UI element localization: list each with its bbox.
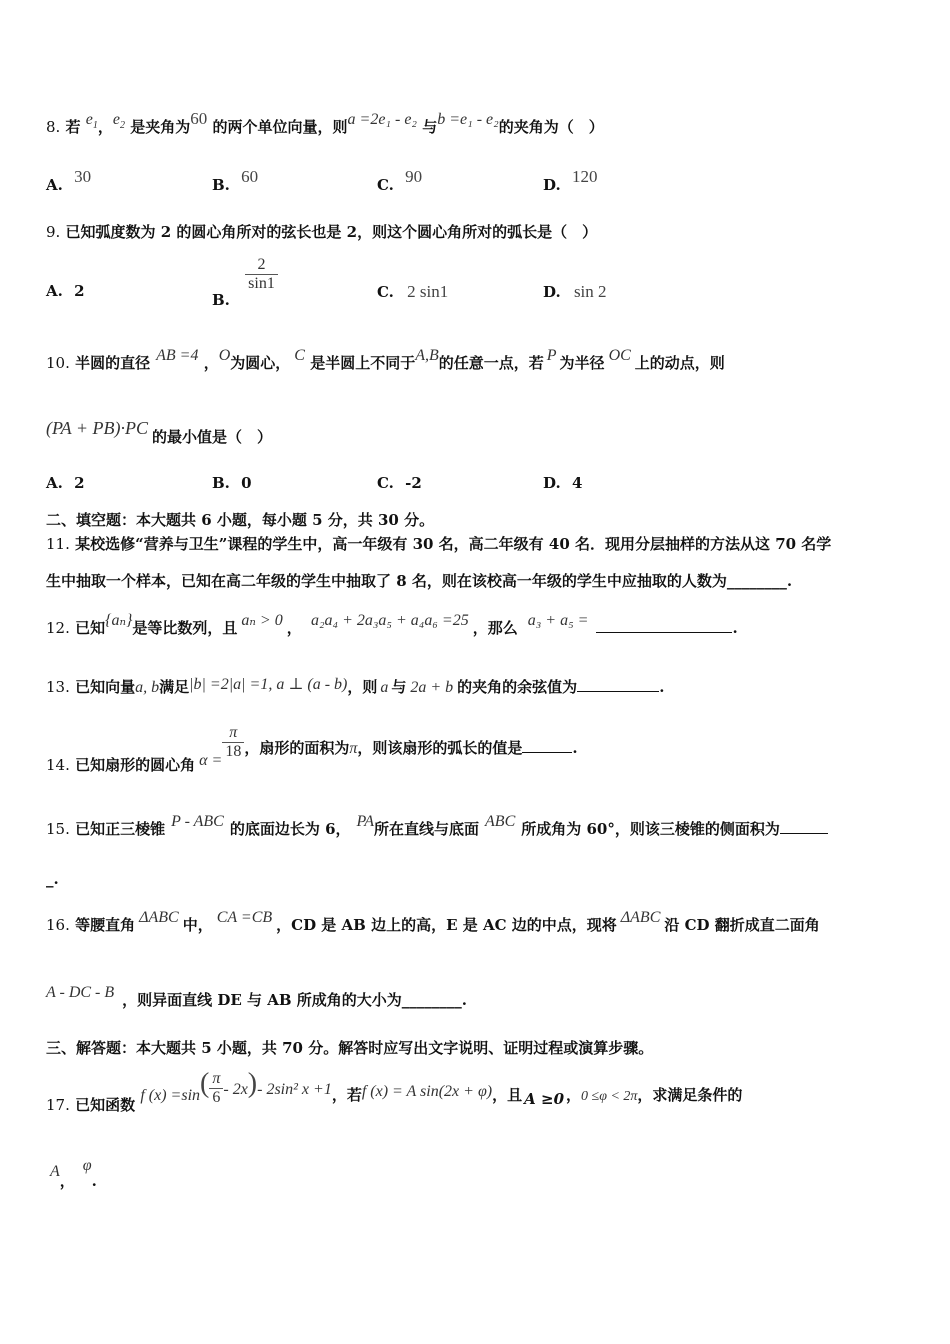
q9-stem: 9. 已知弧度数为 2 的圆心角所对的弦长也是 2，则这个圆心角所对的弧长是（ ） xyxy=(46,223,598,241)
q10-stem-line1: 10. 半圆的直径 AB =4 ，O为圆心， C 是半圆上不同于A,B的任意一点，若 P 为半径 OC 上的动点，则 xyxy=(46,347,725,372)
q8-option-d: D. 120 xyxy=(543,167,598,194)
q15-stem-line1: 15. 已知正三棱锥 P - ABC 的底面边长为 6， PA所在直线与底面 ABC 所成角为 60°，则该三棱锥的侧面积为 xyxy=(46,818,828,839)
q8-option-c: C. 90 xyxy=(377,167,423,194)
q8-stem: 8. 若 $e_1$，$e_2$ 是夹角为60 的两个单位向量，则a =2e₁ - e₂ 与b =e₁ - e₂的夹角为（ ） xyxy=(46,109,604,136)
q10-option-d: D. 4 xyxy=(543,474,583,492)
q14-answer-blank[interactable] xyxy=(522,738,572,753)
section-fill-in-heading: 二、填空题：本大题共 6 小题，每小题 5 分，共 30 分。 xyxy=(46,511,435,529)
q15-number: 15. xyxy=(46,820,70,838)
q13-answer-blank[interactable] xyxy=(577,677,659,692)
q12-number: 12. xyxy=(46,619,70,637)
section-solution-heading: 三、解答题：本大题共 5 小题，共 70 分。解答时应写出文字说明、证明过程或演算步骤。 xyxy=(46,1039,654,1057)
q16-stem-line1: 16. 等腰直角 ΔABC 中， CA =CB ，CD 是 AB 边上的高，E 是 AC 边的中点，现将 ΔABC 沿 CD 翻折成直二面角 xyxy=(46,909,820,934)
q8-option-a: A. 30 xyxy=(46,167,92,194)
q10-stem-line2: (PA + PB)·PC 的最小值是（ ） xyxy=(46,418,272,446)
q16-stem-line2: A - DC - B ，则异面直线 DE 与 AB 所成角的大小为________. xyxy=(46,984,468,1009)
q17-stem-line2: A，φ. xyxy=(50,1157,97,1190)
q10-option-a: A. 2 xyxy=(46,474,85,492)
q8-number: 8. xyxy=(46,118,61,136)
q14-stem: 14. 已知扇形的圆心角 α = $\frac{\pi}{18}$ ，扇形的面积为π，则该扇形的弧长的值是 . xyxy=(46,724,578,774)
q10-number: 10. xyxy=(46,354,70,372)
q12-answer-blank[interactable] xyxy=(596,618,732,633)
q11-stem-line1: 11. 某校选修“营养与卫生”课程的学生中，高一年级有 30 名，高二年级有 40 名．现用分层抽样的方法从这 70 名学 xyxy=(46,535,832,553)
q10-option-b: B. 0 xyxy=(212,474,252,492)
q9-option-c: C. 2 sin1 xyxy=(377,282,449,301)
q9-option-d: D. sin 2 xyxy=(543,282,607,301)
q11-number: 11. xyxy=(46,535,70,553)
q17-stem-line1: 17. 已知函数 f (x) =sin( $\frac{\pi}{6}$ - 2x)- 2sin² x +1，若f (x) = A sin(2x + φ)，且 A ≥0 ，0 ≤φ < 2π，求满足条件的 xyxy=(46,1068,743,1114)
q9-number: 9. xyxy=(46,223,61,241)
q8-option-b: B. 60 xyxy=(212,167,259,194)
q15-stem-line2: _. xyxy=(46,870,59,888)
q10-option-c: C. -2 xyxy=(377,474,422,492)
q9-option-b: B. $\frac{2}{\sin 1}$ xyxy=(212,256,278,293)
q13-number: 13. xyxy=(46,678,70,696)
q11-stem-line2: 生中抽取一个样本，已知在高二年级的学生中抽取了 8 名，则在该校高一年级的学生中应抽取的人数为________. xyxy=(46,572,793,590)
q15-answer-blank[interactable] xyxy=(780,819,828,834)
q12-stem: 12. 已知{aₙ}是等比数列，且 aₙ > 0 ， a₂a₄ + 2a₃a₅ + a₄a₆ =25 ，那么 a₃ + a₅ = . xyxy=(46,612,738,637)
q16-number: 16. xyxy=(46,916,70,934)
q9-option-a: A. 2 xyxy=(46,282,85,300)
q14-number: 14. xyxy=(46,755,70,774)
q13-stem: 13. 已知向量a, b满足|b| =2|a| =1, a ⊥ (a - b)，则 a 与 2a + b 的夹角的余弦值为 . xyxy=(46,676,665,696)
q17-number: 17. xyxy=(46,1096,70,1114)
